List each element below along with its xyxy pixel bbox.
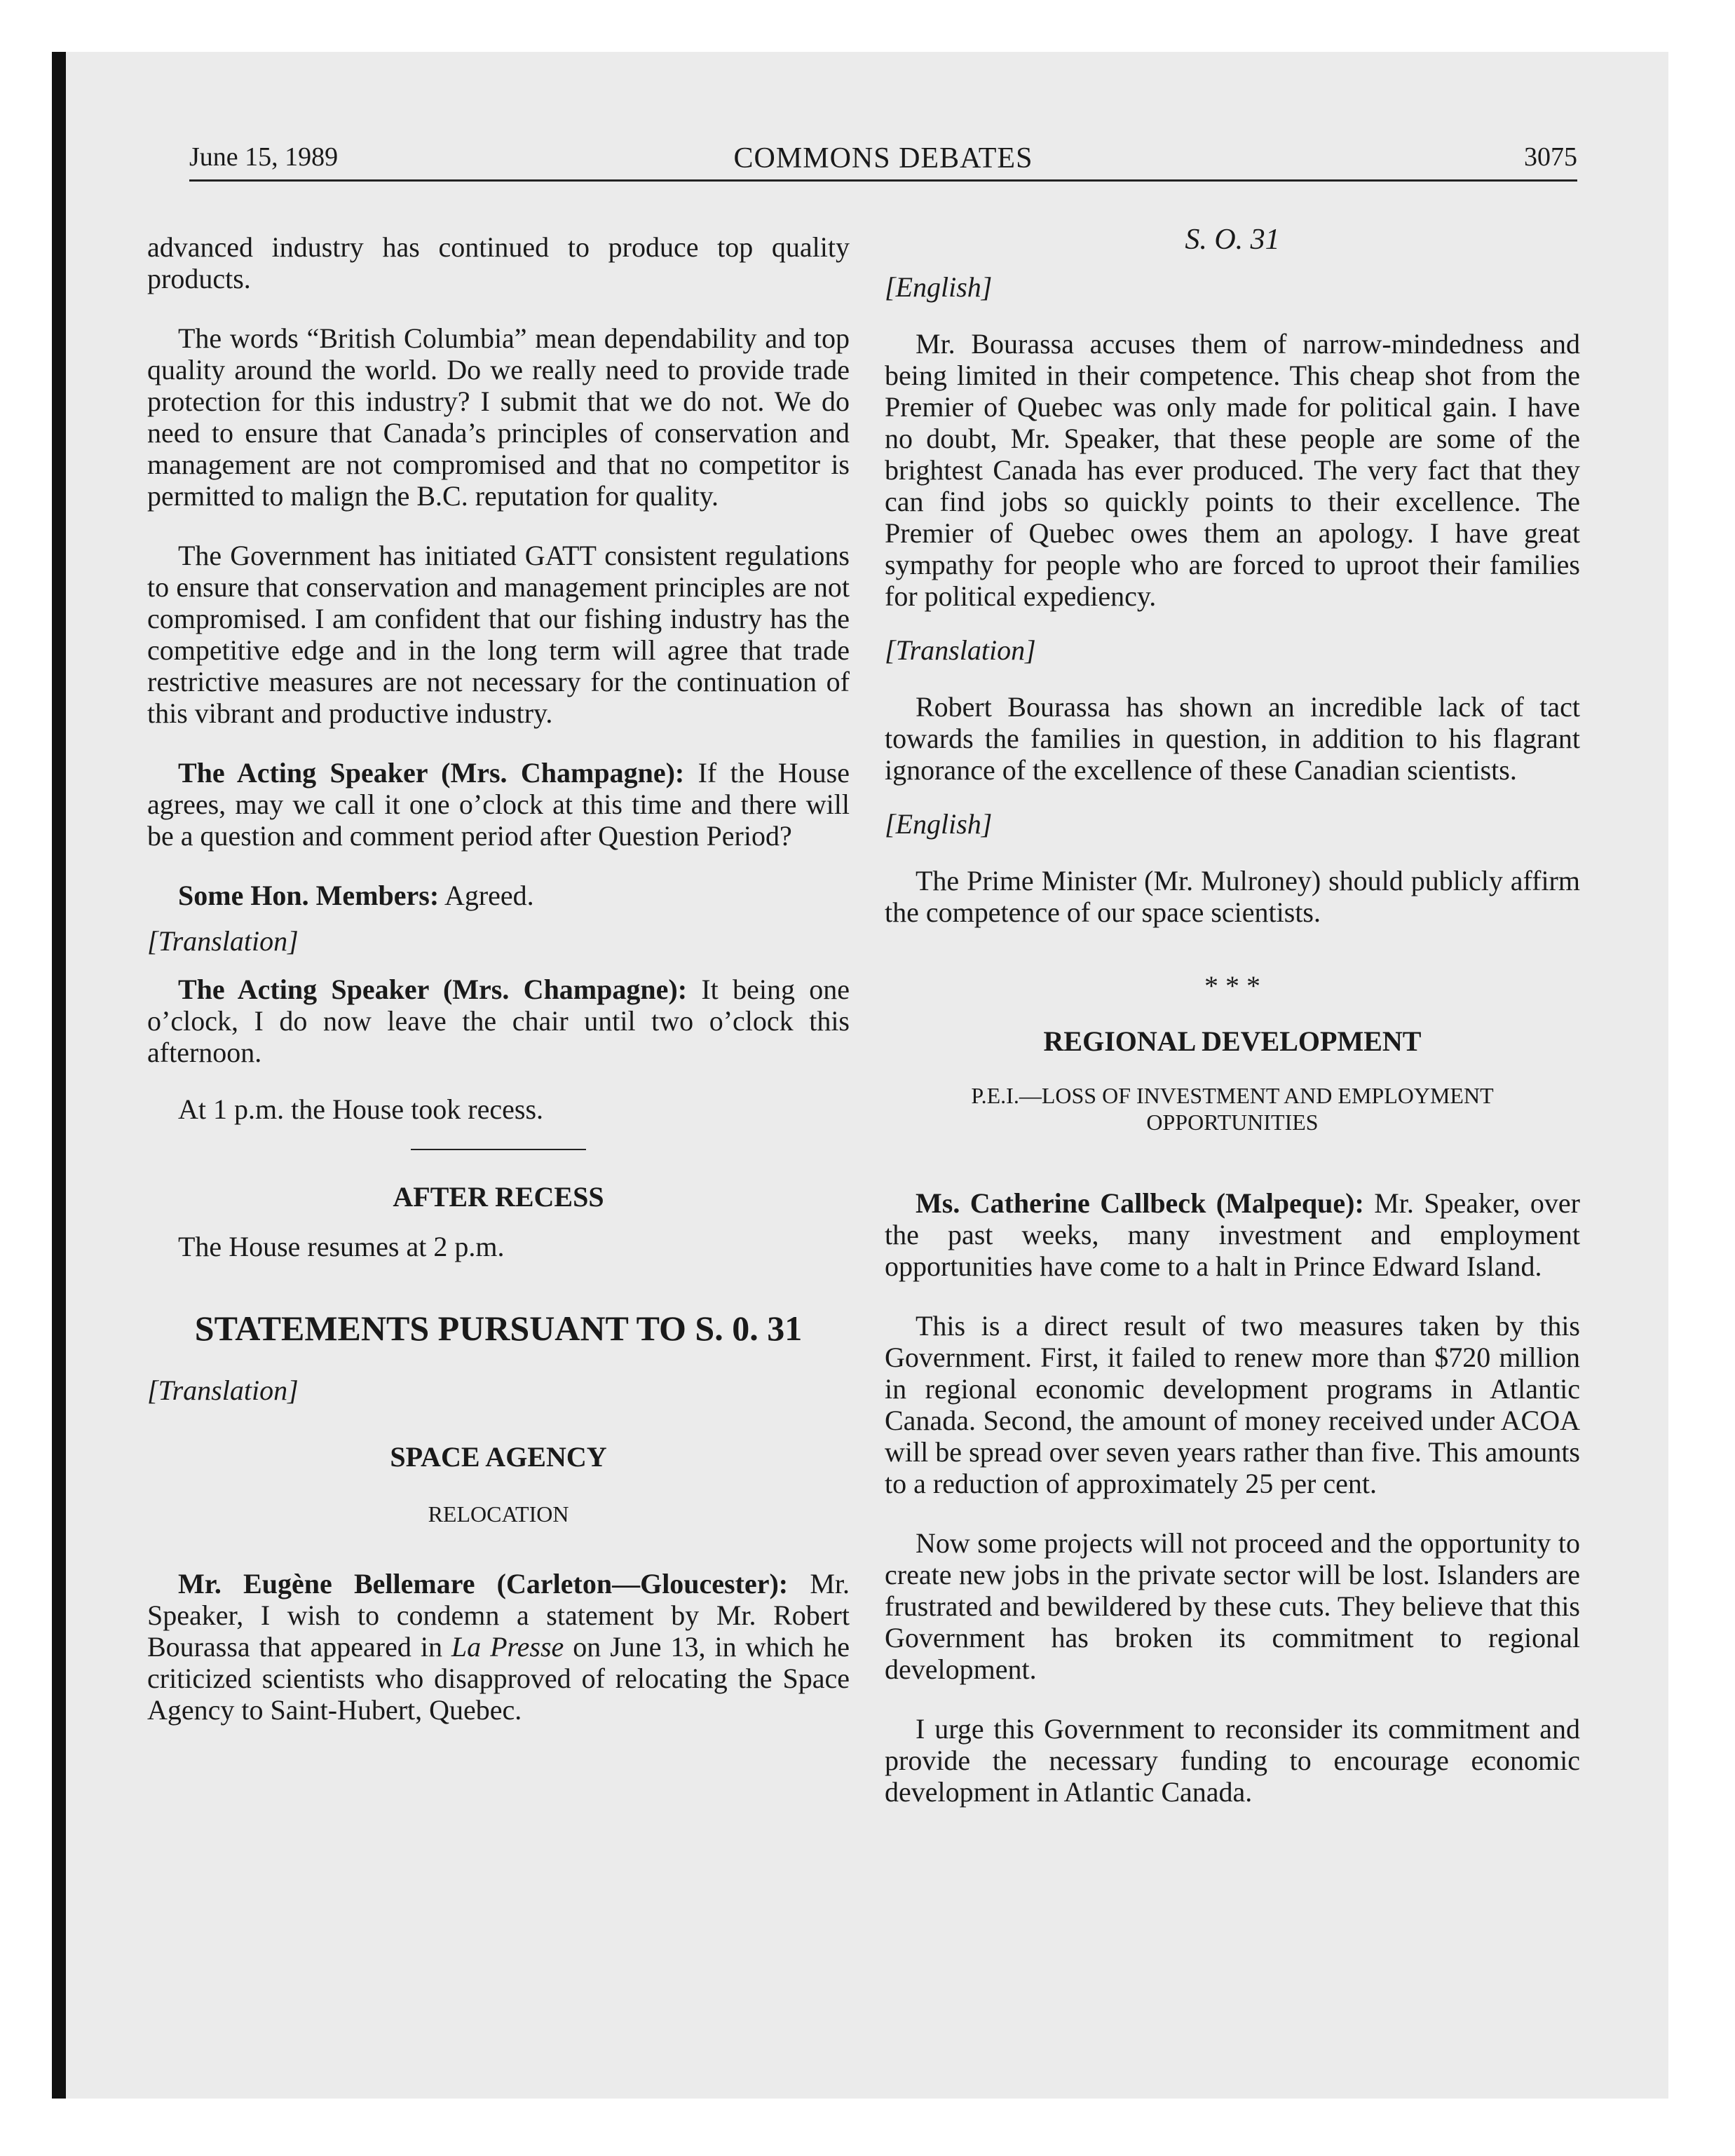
left-paragraph-2: The words “British Columbia” mean dependability and top quality around the world. Do we really need to provide trade protection for this industry? I submit that we do not. We do need to ensure that Canada’s principles of conservation and management are not compromised and that no competitor is permitted to malign the B.C. reputation for quality. — [147, 322, 850, 512]
section-stars: * * * — [1204, 970, 1260, 1002]
right-paragraph-3: The Prime Minister (Mr. Mulroney) should publicly affirm the competence of our space scientists. — [885, 865, 1580, 928]
recess-note: At 1 p.m. the House took recess. — [178, 1093, 544, 1125]
english-marker-1: [English] — [885, 271, 993, 303]
relocation-subheading: RELOCATION — [428, 1501, 569, 1527]
la-presse-title: La Presse — [451, 1631, 564, 1663]
bellemare-speaker: Mr. Eugène Bellemare (Carleton—Gloucester): — [178, 1568, 789, 1599]
scan-edge — [52, 52, 66, 2099]
callbeck-statement — [885, 1187, 1580, 1282]
header-date: June 15, 1989 — [189, 142, 339, 172]
right-paragraph-5: Now some projects will not proceed and the opportunity to create new jobs in the private sector will be lost. Islanders are frustrated and bewildered by these cuts. They believe that this Government has broken its commitment to regional development. — [885, 1527, 1580, 1685]
right-paragraph-1: Mr. Bourassa accuses them of narrow-mindedness and being limited in their competence. This cheap shot from the Premier of Quebec was only made for political gain. I have no doubt, Mr. Speaker, that these people are some of the brightest Canada has ever produced. The very fact that they can find jobs so quickly points to their excellence. The Premier of Quebec owes them an apology. I have great sympathy for people who are forced to uproot their families for political expediency. — [885, 328, 1580, 612]
right-paragraph-6: I urge this Government to reconsider its commitment and provide the necessary funding to encourage economic development in Atlantic Canada. — [885, 1713, 1580, 1808]
bellemare-text-a: Mr. Speaker, I wish to condemn a statement by Mr. Robert Bourassa that appeared in — [147, 1568, 850, 1663]
left-paragraph-3: The Government has initiated GATT consistent regulations to ensure that conservation and management principles are not compromised. I am confident that our fishing industry has the competitive edge and in the long term will agree that trade restrictive measures are not necessary for the continuation of this vibrant and productive industry. — [147, 540, 850, 729]
callbeck-text: Mr. Speaker, over the past weeks, many investment and employment opportunities have come to a halt in Prince Edward Island. — [885, 1187, 1580, 1282]
english-marker-2: [English] — [885, 808, 993, 840]
speaker-text-1: If the House agrees, may we call it one o’clock at this time and there will be a question and comment period after Question Period? — [147, 757, 850, 852]
space-agency-heading: SPACE AGENCY — [390, 1441, 607, 1473]
speaker-statement-1 — [147, 757, 850, 852]
callbeck-speaker: Ms. Catherine Callbeck (Malpeque): — [916, 1187, 1364, 1219]
speaker-statement-2 — [147, 974, 850, 1068]
members-label: Some Hon. Members: — [178, 880, 440, 911]
speaker-name-2: The Acting Speaker (Mrs. Champagne): — [178, 974, 688, 1005]
bellemare-statement — [147, 1568, 850, 1726]
after-recess-heading: AFTER RECESS — [393, 1181, 604, 1213]
speaker-text-2: It being one o’clock, I do now leave the chair until two o’clock this afternoon. — [147, 974, 850, 1068]
bellemare-text-b: on June 13, in which he criticized scientists who disapproved of relocating the Space Agency to Saint-Hubert, Quebec. — [147, 1631, 850, 1726]
page-header — [189, 140, 1577, 182]
so31-label: S. O. 31 — [1185, 224, 1280, 256]
translation-marker-3: [Translation] — [885, 634, 1036, 666]
resumes-note: The House resumes at 2 p.m. — [178, 1231, 505, 1262]
left-paragraph-1: advanced industry has continued to produce top quality products. — [147, 231, 850, 294]
translation-marker-2: [Translation] — [147, 1374, 299, 1406]
pei-subheading: P.E.I.—LOSS OF INVESTMENT AND EMPLOYMENT OPPORTUNITIES — [971, 1083, 1494, 1135]
header-page-number: 3075 — [1524, 142, 1577, 172]
members-text: Agreed. — [444, 880, 534, 911]
speaker-name-1: The Acting Speaker (Mrs. Champagne): — [178, 757, 685, 789]
regional-development-heading: REGIONAL DEVELOPMENT — [1043, 1025, 1422, 1057]
translation-marker-1: [Translation] — [147, 925, 299, 957]
right-column — [885, 224, 1580, 1808]
left-column — [147, 231, 850, 1726]
header-title: COMMONS DEBATES — [733, 142, 1033, 175]
right-paragraph-4: This is a direct result of two measures taken by this Government. First, it failed to renew more than $720 million in regional economic development programs in Atlantic Canada. Second, the amount of money received under ACOA will be spread over seven years rather than five. This amounts to a reduction of approximately 25 per cent. — [885, 1310, 1580, 1499]
statements-heading: STATEMENTS PURSUANT TO S. 0. 31 — [194, 1309, 803, 1348]
right-paragraph-2: Robert Bourassa has shown an incredible lack of tact towards the families in question, in addition to his flagrant ignorance of the excellence of these Canadian scientists. — [885, 691, 1580, 786]
members-response — [147, 880, 850, 911]
